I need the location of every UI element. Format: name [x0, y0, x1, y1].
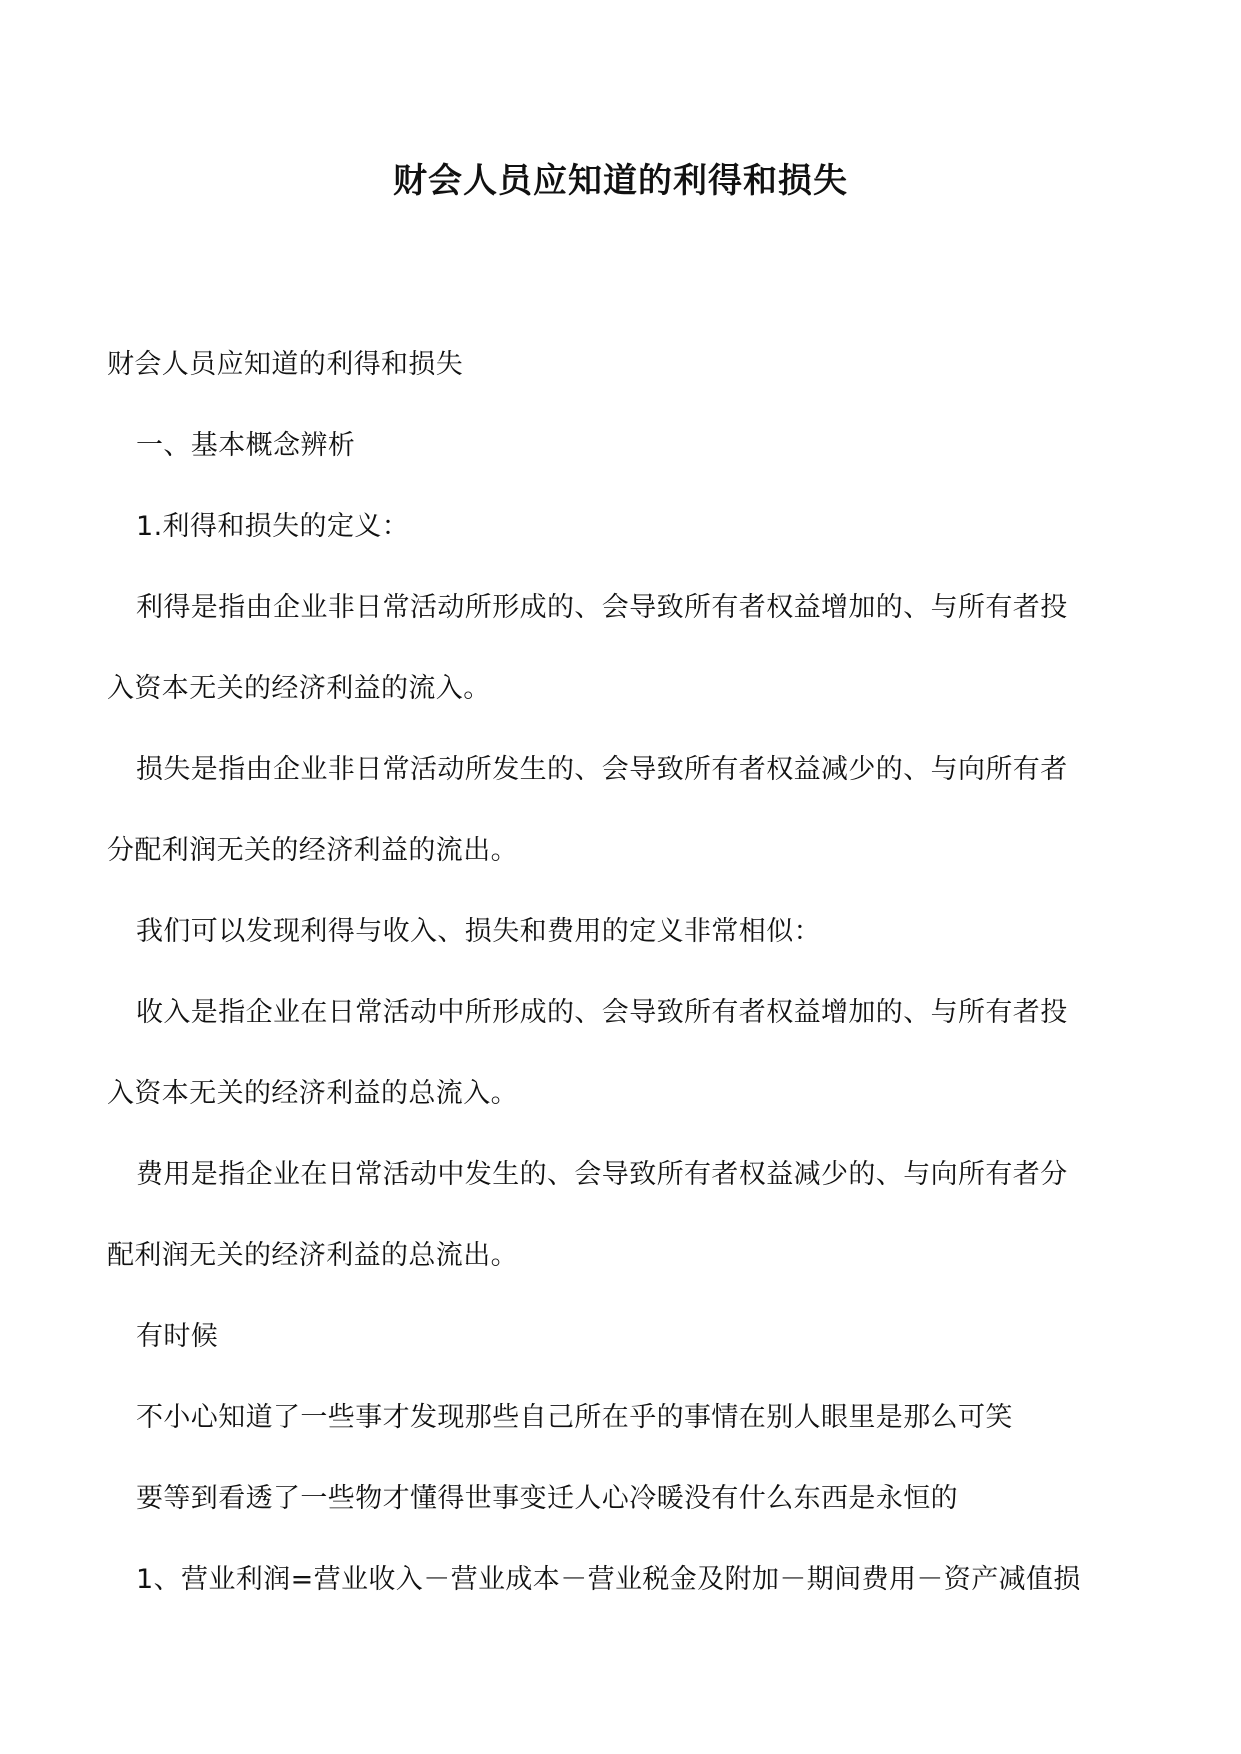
paragraph-line: 配利润无关的经济利益的总流出。 — [107, 1240, 518, 1271]
paragraph-line: 收入是指企业在日常活动中所形成的、会导致所有者权益增加的、与所有者投 — [136, 997, 1068, 1028]
paragraph-line: 要等到看透了一些物才懂得世事变迁人心冷暖没有什么东西是永恒的 — [136, 1483, 958, 1514]
paragraph-line: 入资本无关的经济利益的流入。 — [107, 673, 491, 704]
paragraph-line: 有时候 — [136, 1321, 219, 1352]
subsection-heading: 1.利得和损失的定义： — [136, 511, 410, 542]
paragraph-line: 1、营业利润=营业收入－营业成本－营业税金及附加－期间费用－资产减值损 — [136, 1564, 1081, 1595]
section-heading: 一、基本概念辨析 — [136, 430, 356, 461]
paragraph-line: 损失是指由企业非日常活动所发生的、会导致所有者权益减少的、与向所有者 — [136, 754, 1068, 785]
paragraph-line: 费用是指企业在日常活动中发生的、会导致所有者权益减少的、与向所有者分 — [136, 1159, 1068, 1190]
body-line-subtitle: 财会人员应知道的利得和损失 — [107, 349, 464, 380]
document-title: 财会人员应知道的利得和损失 — [393, 161, 848, 201]
paragraph-line: 不小心知道了一些事才发现那些自己所在乎的事情在别人眼里是那么可笑 — [136, 1402, 1013, 1433]
paragraph-line: 分配利润无关的经济利益的流出。 — [107, 835, 518, 866]
paragraph-line: 我们可以发现利得与收入、损失和费用的定义非常相似： — [136, 916, 821, 947]
paragraph-line: 入资本无关的经济利益的总流入。 — [107, 1078, 518, 1109]
paragraph-line: 利得是指由企业非日常活动所形成的、会导致所有者权益增加的、与所有者投 — [136, 592, 1068, 623]
